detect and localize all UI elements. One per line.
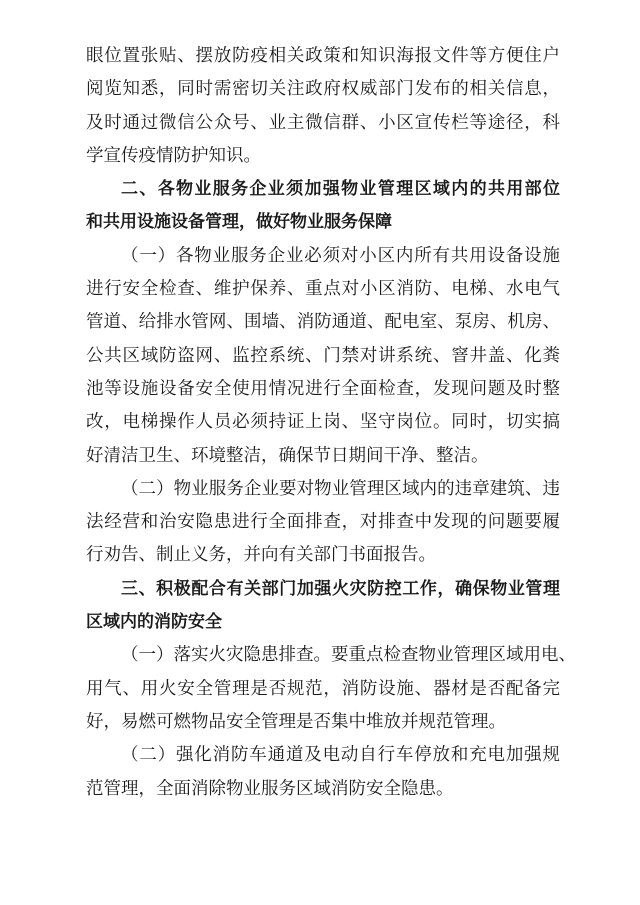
paragraph-line: 公共区域防盗网、监控系统、门禁对讲系统、窨井盖、化粪 bbox=[86, 345, 560, 366]
paragraph-line: 好，易燃可燃物品安全管理是否集中堆放并规范管理。 bbox=[86, 711, 506, 732]
paragraph-line: （一）落实火灾隐患排查。要重点检查物业管理区域用电、 bbox=[121, 645, 576, 666]
paragraph-line: 用气、用火安全管理是否规范，消防设施、器材是否配备完 bbox=[86, 678, 560, 699]
paragraph-line: 阅览知悉，同时需密切关注政府权威部门发布的相关信息， bbox=[86, 79, 560, 100]
section-heading-line: 区域内的消防安全 bbox=[86, 612, 222, 633]
paragraph-line: 行劝告、制止义务，并向有关部门书面报告。 bbox=[86, 545, 436, 566]
paragraph-line: 管道、给排水管网、围墙、消防通道、配电室、泵房、机房、 bbox=[86, 312, 560, 333]
paragraph-line: 进行安全检查、维护保养、重点对小区消防、电梯、水电气 bbox=[86, 279, 560, 300]
section-heading-line: 三、积极配合有关部门加强火灾防控工作，确保物业管理 bbox=[121, 578, 560, 599]
document-body bbox=[86, 40, 576, 806]
paragraph-line: 范管理，全面消除物业服务区域消防安全隐患。 bbox=[86, 778, 454, 799]
paragraph-line: 法经营和治安隐患进行全面排查，对排查中发现的问题要履 bbox=[86, 512, 560, 533]
paragraph-line: （二）强化消防车通道及电动自行车停放和充电加强规 bbox=[121, 745, 560, 766]
section-heading-line: 二、各物业服务企业须加强物业管理区域内的共用部位 bbox=[121, 179, 560, 200]
paragraph-line: 好清洁卫生、环境整洁，确保节日期间干净、整洁。 bbox=[86, 445, 489, 466]
paragraph-line: （二）物业服务企业要对物业管理区域内的违章建筑、违 bbox=[121, 478, 560, 499]
paragraph-line: （一）各物业服务企业必须对小区内所有共用设备设施 bbox=[121, 245, 560, 266]
paragraph-line: 及时通过微信公众号、业主微信群、小区宣传栏等途径，科 bbox=[86, 112, 560, 133]
section-heading-line: 和共用设施设备管理，做好物业服务保障 bbox=[86, 212, 392, 233]
paragraph-line: 改，电梯操作人员必须持证上岗、坚守岗位。同时，切实搞 bbox=[86, 412, 560, 433]
paragraph-line: 学宣传疫情防护知识。 bbox=[86, 145, 261, 166]
paragraph-line: 眼位置张贴、摆放防疫相关政策和知识海报文件等方便住户 bbox=[86, 46, 560, 66]
paragraph-line: 池等设施设备安全使用情况进行全面检查，发现问题及时整 bbox=[86, 378, 560, 399]
